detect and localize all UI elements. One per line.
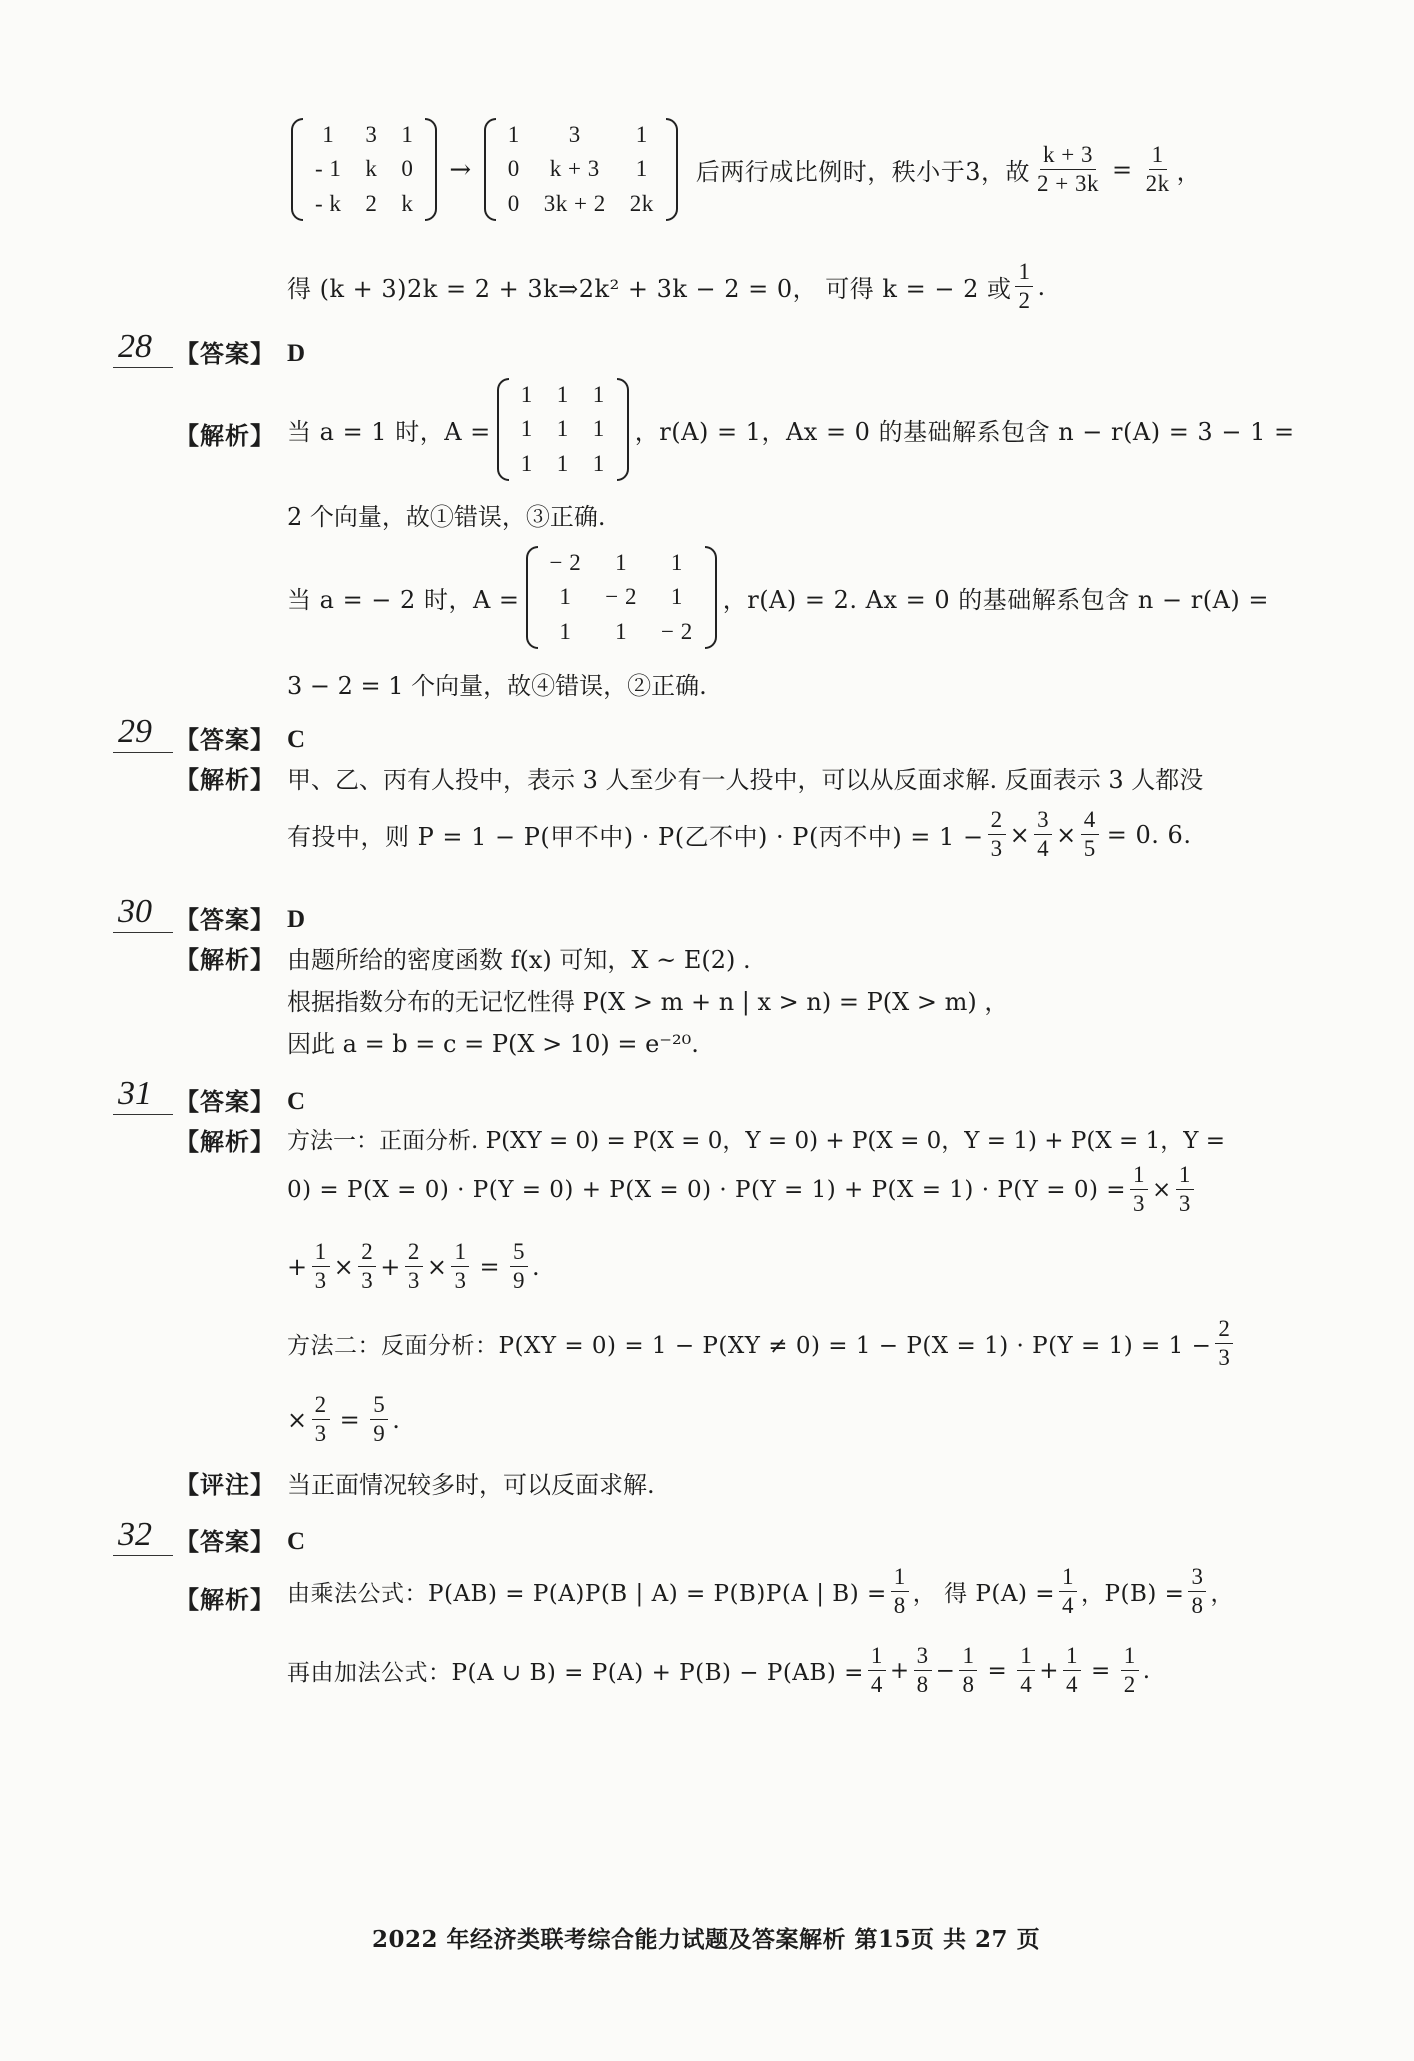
times-sign: ×	[426, 1252, 448, 1281]
matrix-A2	[526, 546, 717, 649]
analysis-tag: 【解析】	[175, 421, 275, 450]
fraction: $\frac{1}{3}$	[1176, 1163, 1194, 1216]
times-sign: ×	[333, 1252, 355, 1281]
fraction: $\frac{3}{8}$	[1188, 1565, 1206, 1618]
q32-text: 由乘法公式：P(AB) = P(A)P(B | A) = P(B)P(A | B) =	[287, 1581, 887, 1608]
question-number: 31	[118, 1075, 152, 1112]
matrix-cell: 3	[568, 122, 581, 147]
times-sign: ×	[287, 1405, 308, 1434]
matrix-cell: 1	[615, 618, 628, 644]
equals-sign: =	[339, 1405, 361, 1434]
period: .	[1037, 272, 1046, 301]
q32-text: ，P(B) =	[1081, 1581, 1185, 1608]
q28-line-1	[287, 378, 1295, 481]
question-number-underline	[113, 1114, 173, 1115]
matrix-cell: 1	[592, 382, 605, 407]
matrix-2	[484, 118, 678, 221]
question-number-underline	[113, 1555, 173, 1556]
matrix-cell: 1	[520, 416, 533, 442]
answer-tag: 【答案】	[175, 1527, 275, 1556]
q27-equation: 得 (k + 3)2k = 2 + 3k⇒2k² + 3k − 2 = 0， 可得 k = − 2 或	[287, 275, 1012, 304]
equals-sign: =	[479, 1252, 501, 1281]
q31-line-2	[287, 1163, 1198, 1216]
matrix-cell: − 2	[605, 584, 637, 610]
fraction: $\frac{1}{3}$	[312, 1240, 330, 1293]
answer-letter: C	[287, 726, 306, 753]
equals-sign: =	[1111, 155, 1133, 184]
fraction: $\frac{1}{2}$	[1015, 260, 1033, 313]
matrix-row	[303, 187, 425, 221]
fraction: $\frac{2}{3}$	[358, 1240, 376, 1293]
period: .	[392, 1405, 401, 1434]
matrix-cell: 1	[592, 416, 605, 442]
question-number-underline	[113, 752, 173, 753]
answer-letter: C	[287, 1088, 306, 1115]
fraction: $\frac{1}{8}$	[959, 1644, 977, 1697]
fraction: $\frac{1}{4}$	[868, 1644, 886, 1697]
q27-text: 后两行成比例时，秩小于3，故	[695, 158, 1030, 187]
matrix-cell: - k	[315, 190, 342, 216]
matrix-cell: 0	[507, 156, 520, 182]
fraction: $\frac{2}{3}$	[312, 1393, 330, 1446]
matrix-cell: − 2	[660, 618, 693, 644]
q31-line-5	[287, 1393, 400, 1446]
matrix-cell: 3	[365, 122, 378, 147]
analysis-tag: 【解析】	[175, 945, 275, 974]
q27-line-2	[287, 260, 1046, 313]
q28-line-3	[287, 546, 1269, 649]
equals-sign: =	[1091, 1657, 1111, 1684]
matrix-cell: 1	[670, 584, 683, 610]
question-number-underline	[113, 367, 173, 368]
matrix-cell: k	[401, 190, 414, 216]
q30-line-2: 根据指数分布的无记忆性得 P(X > m + n | x > n) = P(X > m) ，	[287, 988, 1009, 1016]
matrix-A1	[497, 378, 629, 481]
answer-tag: 【答案】	[175, 725, 275, 754]
fraction: $\frac{2}{3}$	[1215, 1317, 1233, 1370]
fraction: $\frac{2}{3}$	[405, 1240, 423, 1293]
q32-line-2	[287, 1644, 1151, 1697]
q30-line-1: 由题所给的密度函数 f(x) 可知，X ~ E(2) .	[287, 946, 751, 974]
matrix-cell: 1	[556, 416, 569, 442]
matrix-1	[291, 118, 437, 221]
plus-sign: +	[1039, 1657, 1060, 1684]
fraction: $\frac{1}{8}$	[891, 1565, 909, 1618]
q29-line-2	[287, 808, 1191, 861]
comment-text: 当正面情况较多时，可以反面求解.	[287, 1471, 655, 1499]
matrix-cell: 1	[635, 156, 648, 182]
matrix-cell: 1	[556, 450, 569, 476]
answer-letter: D	[287, 906, 306, 933]
matrix-cell: 1	[507, 122, 520, 147]
q31-line-1: 方法一：正面分析. P(XY = 0) = P(X = 0，Y = 0) + P(X = 0，Y = 1) + P(X = 1，Y =	[287, 1128, 1225, 1154]
plus-sign: +	[287, 1252, 308, 1281]
fraction: $\frac{k + 3}{2 + 3k}$	[1036, 142, 1099, 197]
arrow-symbol: →	[449, 154, 472, 185]
answer-tag: 【答案】	[175, 1087, 275, 1116]
q31-line-3	[287, 1240, 540, 1293]
fraction: $\frac{5}{9}$	[370, 1393, 388, 1446]
q29-line-1: 甲、乙、丙有人投中，表示 3 人至少有一人投中，可以从反面求解. 反面表示 3 人都没	[287, 766, 1204, 794]
matrix-row	[509, 412, 617, 446]
question-number: 28	[118, 328, 152, 365]
q29-text: = 0. 6.	[1106, 820, 1192, 849]
q28-line-4: 3 − 2 = 1 个向量，故④错误，②正确.	[287, 672, 707, 700]
matrix-cell: 1	[401, 122, 414, 147]
answer-letter: D	[287, 340, 306, 367]
matrix-cell: 0	[401, 156, 414, 182]
fraction: $\frac{1}{4}$	[1063, 1644, 1081, 1697]
q28-text: ，r(A) = 1，Ax = 0 的基础解系包含 n − r(A) = 3 − 1 =	[634, 418, 1295, 447]
answer-letter: C	[287, 1528, 306, 1555]
matrix-cell: 2k	[629, 190, 654, 216]
matrix-cell: 1	[635, 122, 648, 147]
question-number: 30	[118, 893, 152, 930]
fraction: $\frac{3}{8}$	[914, 1644, 932, 1697]
matrix-row	[496, 152, 666, 186]
matrix-row	[496, 118, 666, 152]
matrix-cell: 3k + 2	[543, 190, 606, 216]
fraction: $\frac{1}{4}$	[1017, 1644, 1035, 1697]
fraction: $\frac{1}{4}$	[1059, 1565, 1077, 1618]
fraction: $\frac{5}{9}$	[510, 1240, 528, 1293]
matrix-cell: - 1	[315, 156, 342, 182]
fraction: $\frac{3}{4}$	[1034, 808, 1052, 861]
q28-text: 当 a = − 2 时，A =	[287, 586, 520, 615]
page-footer: 2022 年经济类联考综合能力试题及答案解析 第15页 共 27 页	[372, 1926, 1041, 1953]
analysis-tag: 【解析】	[175, 765, 275, 794]
fraction: $\frac{2}{3}$	[988, 808, 1006, 861]
answer-tag: 【答案】	[175, 905, 275, 934]
analysis-tag: 【解析】	[175, 1585, 275, 1614]
q28-line-2: 2 个向量，故①错误，③正确.	[287, 503, 606, 531]
matrix-row	[303, 118, 425, 152]
equals-sign: =	[987, 1657, 1008, 1684]
fraction: $\frac{4}{5}$	[1081, 808, 1099, 861]
matrix-row	[496, 187, 666, 221]
fraction: $\frac{1}{3}$	[1130, 1163, 1148, 1216]
question-number: 32	[118, 1516, 152, 1553]
q28-text: 当 a = 1 时，A =	[287, 418, 491, 447]
matrix-cell: 1	[520, 450, 533, 476]
q30-line-3: 因此 a = b = c = P(X > 10) = e⁻²⁰.	[287, 1030, 699, 1058]
answer-tag: 【答案】	[175, 339, 275, 368]
question-number-underline	[113, 932, 173, 933]
comma: ，	[1176, 158, 1202, 187]
matrix-row	[303, 152, 425, 186]
times-sign: ×	[1009, 820, 1031, 849]
matrix-cell: 1	[520, 382, 533, 407]
question-number: 29	[118, 713, 152, 750]
minus-sign: −	[935, 1657, 956, 1684]
matrix-cell: 1	[559, 584, 572, 610]
matrix-cell: k	[365, 156, 378, 182]
q31-text: 0) = P(X = 0) · P(Y = 0) + P(X = 0) · P(Y = 1) + P(X = 1) · P(Y = 0) =	[287, 1176, 1127, 1203]
matrix-row	[509, 378, 617, 412]
q32-text: 再由加法公式：P(A ∪ B) = P(A) + P(B) − P(AB) =	[287, 1660, 864, 1687]
plus-sign: +	[889, 1657, 910, 1684]
times-sign: ×	[1056, 820, 1077, 849]
plus-sign: +	[380, 1252, 401, 1281]
q29-text: 有投中，则 P = 1 − P(甲不中) · P(乙不中) · P(丙不中) = 1 −	[287, 823, 984, 852]
matrix-cell: 1	[670, 550, 683, 575]
matrix-row	[538, 615, 705, 649]
fraction: $\frac{1}{3}$	[451, 1240, 469, 1293]
period: .	[1142, 1657, 1151, 1684]
matrix-row	[509, 447, 617, 481]
q32-line-1	[287, 1565, 1234, 1618]
times-sign: ×	[1152, 1176, 1172, 1203]
analysis-tag: 【解析】	[175, 1127, 275, 1156]
q31-text: 方法二：反面分析：P(XY = 0) = 1 − P(XY ≠ 0) = 1 − P(X = 1) · P(Y = 1) = 1 −	[287, 1333, 1212, 1360]
q31-line-4	[287, 1317, 1237, 1370]
matrix-cell: 1	[556, 382, 569, 407]
matrix-cell: 2	[365, 190, 378, 216]
q28-text: ，r(A) = 2. Ax = 0 的基础解系包含 n − r(A) =	[722, 586, 1269, 615]
comment-tag: 【评注】	[175, 1470, 275, 1499]
period: .	[532, 1252, 541, 1281]
matrix-cell: 1	[559, 618, 572, 644]
q27-matrix-row	[285, 118, 1201, 221]
matrix-cell: − 2	[549, 550, 582, 575]
matrix-cell: k + 3	[549, 156, 600, 182]
matrix-cell: 1	[322, 122, 335, 147]
fraction: $\frac{1}{2k}$	[1145, 142, 1170, 197]
fraction: $\frac{1}{2}$	[1121, 1644, 1139, 1697]
matrix-cell: 1	[615, 550, 628, 575]
q32-text: ， 得 P(A) =	[912, 1581, 1056, 1608]
matrix-cell: 0	[507, 190, 520, 216]
matrix-cell: 1	[592, 450, 605, 476]
q32-text: ，	[1210, 1581, 1234, 1608]
matrix-row	[538, 546, 705, 580]
matrix-row	[538, 580, 705, 614]
